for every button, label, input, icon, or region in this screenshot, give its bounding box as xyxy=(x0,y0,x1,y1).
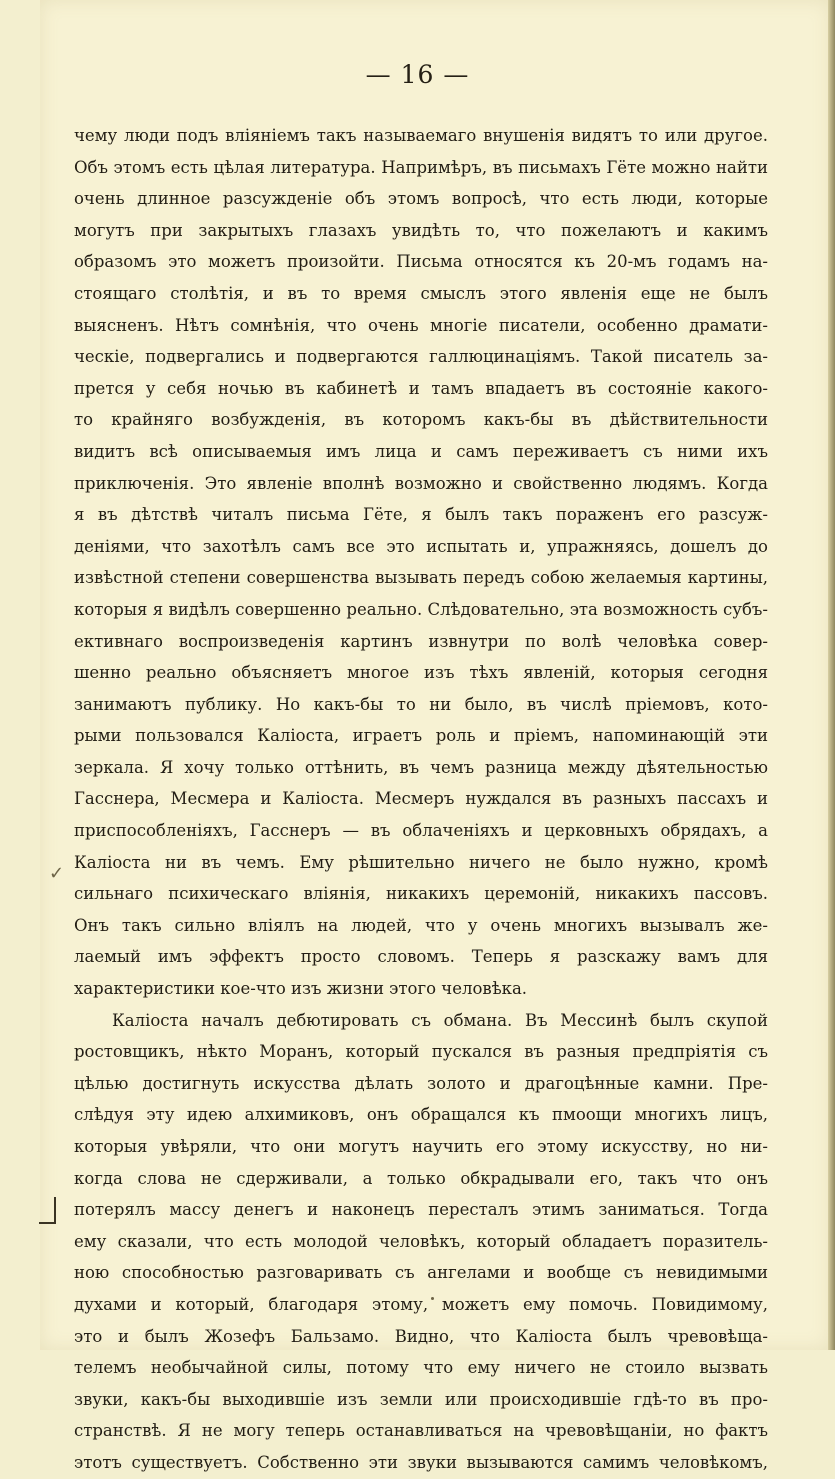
text-line: ростовщикъ, нѣкто Моранъ, который пускался въ разныя предпріятія съ xyxy=(74,1042,768,1062)
text-line: шенно реально объясняетъ многое изъ тѣхъ явленій, которыя сегодня xyxy=(74,663,768,683)
text-line: этотъ существуетъ. Собственно эти звуки вызываются самимъ человѣкомъ, xyxy=(74,1452,768,1472)
text-line: занимаютъ публику. Но какъ-бы то ни было, въ числѣ пріемовъ, кото- xyxy=(74,694,768,714)
text-line: потерялъ массу денегъ и наконецъ пересталъ этимъ заниматься. Тогда xyxy=(74,1200,768,1220)
text-line: когда слова не сдерживали, а только обкрадывали его, такъ что онъ xyxy=(74,1168,768,1188)
text-line: Гасснера, Месмера и Каліоста. Месмеръ нуждался въ разныхъ пассахъ и xyxy=(74,789,768,809)
text-line: чему люди подъ вліяніемъ такъ называемаго внушенія видятъ то или другое. xyxy=(74,126,768,145)
text-line: образомъ это можетъ произойти. Письма относятся къ 20-мъ годамъ на- xyxy=(74,252,768,272)
text-line: Объ этомъ есть цѣлая литература. Напримѣръ, въ письмахъ Гёте можно найти xyxy=(74,157,768,177)
text-line: приключенія. Это явленіе вполнѣ возможно и свойственно людямъ. Когда xyxy=(74,473,768,493)
text-line: ективнаго воспроизведенія картинъ извнутри по волѣ человѣка совер- xyxy=(74,631,768,651)
text-line: деніями, что захотѣлъ самъ все это испытать и, упражняясь, дошелъ до xyxy=(74,536,768,556)
text-line: рыми пользовался Каліоста, играетъ роль и пріемъ, напоминающій эти xyxy=(74,726,768,746)
text-line: ною способностью разговаривать съ ангелами и вообще съ невидимыми xyxy=(74,1263,768,1283)
text-line: которыя я видѣлъ совершенно реально. Слѣдовательно, эта возможность субъ- xyxy=(74,599,768,619)
text-line: Онъ такъ сильно вліялъ на людей, что у очень многихъ вызывалъ же- xyxy=(74,915,768,935)
text-line: которыя увѣряли, что они могутъ научить его этому искусству, но ни- xyxy=(74,1137,768,1156)
text-line: телемъ необычайной силы, потому что ему ничего не стоило вызвать xyxy=(74,1358,768,1378)
text-line: то крайняго возбужденія, въ которомъ какъ-бы въ дѣйствительности xyxy=(74,410,768,430)
text-line: зеркала. Я хочу только оттѣнить, въ чемъ разница между дѣятельностью xyxy=(74,757,768,777)
text-line: странствѣ. Я не могу теперь останавливаться на чревовѣщаніи, но фактъ xyxy=(74,1421,768,1441)
text-line: ему сказали, что есть молодой человѣкъ, который обладаетъ поразитель- xyxy=(74,1231,768,1251)
text-line: извѣстной степени совершенства вызывать передъ собою желаемыя картины, xyxy=(74,568,768,588)
text-line: приспособленіяхъ, Гасснеръ — въ облаченіяхъ и церковныхъ обрядахъ, а xyxy=(74,821,768,841)
text-line: могутъ при закрытыхъ глазахъ увидѣть то, что пожелаютъ и какимъ xyxy=(74,220,768,240)
text-line: прется у себя ночью въ кабинетѣ и тамъ впадаетъ въ состояніе какого- xyxy=(74,378,768,398)
page-edge xyxy=(828,0,835,1350)
text-line: цѣлью достигнуть искусства дѣлать золото и драгоцѣнные камни. Пре- xyxy=(74,1073,768,1093)
body-text xyxy=(74,120,768,1479)
text-line: сильнаго психическаго вліянія, никакихъ церемоній, никакихъ пассовъ. xyxy=(74,884,768,904)
text-line: ческіе, подвергались и подвергаются галлюцинаціямъ. Такой писатель за- xyxy=(74,347,768,367)
text-line: звуки, какъ-бы выходившіе изъ земли или происходившіе гдѣ-то въ про- xyxy=(74,1389,768,1409)
text-line: видитъ всѣ описываемыя имъ лица и самъ переживаетъ съ ними ихъ xyxy=(74,441,768,461)
text-line: слѣдуя эту идею алхимиковъ, онъ обращался къ пмоощи многихъ лицъ, xyxy=(74,1105,768,1125)
text-line: я въ дѣтствѣ читалъ письма Гёте, я былъ такъ пораженъ его разсуж- xyxy=(74,505,768,525)
text-line: выясненъ. Нѣтъ сомнѣнія, что очень многіе писатели, особенно драмати- xyxy=(74,315,768,335)
margin-check-mark: ✓ xyxy=(49,863,65,884)
text-line: стоящаго столѣтія, и въ то время смыслъ этого явленія еще не былъ xyxy=(74,283,768,303)
text-line: духами и который, благодаря этому, можетъ ему помочь. Повидимому, xyxy=(74,1294,768,1314)
paragraph-first-line: Каліоста началъ дебютировать съ обмана. Въ Мессинѣ былъ скупой xyxy=(112,1010,768,1030)
page-number: — 16 — xyxy=(365,60,470,89)
text-line: очень длинное разсужденіе объ этомъ вопросѣ, что есть люди, которые xyxy=(74,189,768,209)
text-line: это и былъ Жозефъ Бальзамо. Видно, что Каліоста былъ чревовѣща- xyxy=(74,1326,768,1346)
text-line: лаемый имъ эффектъ просто словомъ. Теперь я разскажу вамъ для xyxy=(74,947,768,967)
margin-bracket-mark xyxy=(39,1197,56,1224)
text-line: характеристики кое-что изъ жизни этого человѣка. xyxy=(74,979,528,999)
text-line: Каліоста ни въ чемъ. Ему рѣшительно ничего не было нужно, кромѣ xyxy=(74,852,768,872)
